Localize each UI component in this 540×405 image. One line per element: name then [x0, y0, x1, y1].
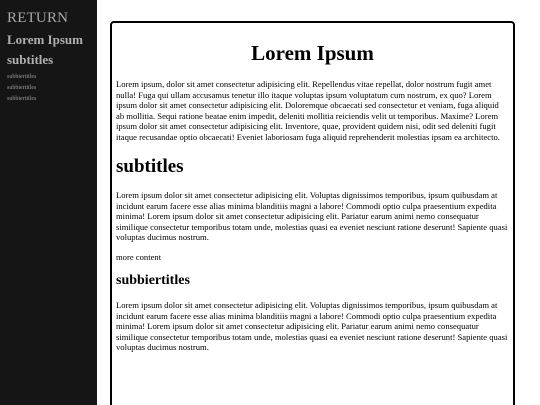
- article-card: [110, 21, 515, 405]
- section-heading-subbiertitles: subbiertitles: [116, 273, 190, 288]
- subsection-paragraph: Lorem ipsum dolor sit amet consectetur adipisicing elit. Voluptas dignissimos temporibus, ipsum quibusdam at incidunt earum facere esse alias minima blanditiis magni a labore! Commodi optio culpa praesentium expedita minima! Lorem ipsum dolor sit amet consectetur adipisicing elit. Pariatur earum animi nemo consequatur similique consectetur temporibus totam unde, molestias quasi ea eveniet nesciunt ratione deserunt! Sapiente quasi voluptas ducimus nostrum.: [116, 300, 508, 352]
- sidebar-item-subbiertitles[interactable]: subbiertitles: [7, 74, 37, 80]
- sidebar-item-subbiertitles[interactable]: subbiertitles: [7, 85, 37, 91]
- sidebar-item-lorem-ipsum[interactable]: Lorem Ipsum: [7, 32, 83, 47]
- sidebar-item-subbiertitles[interactable]: subbiertitles: [7, 96, 37, 102]
- page-title: Lorem Ipsum: [251, 41, 374, 65]
- section-paragraph: Lorem ipsum dolor sit amet consectetur adipisicing elit. Voluptas dignissimos temporibus, ipsum quibusdam at incidunt earum facere esse alias minima blanditiis magni a labore! Commodi optio culpa praesentium expedita minima! Lorem ipsum dolor sit amet consectetur adipisicing elit. Pariatur earum animi nemo consequatur similique consectetur temporibus totam unde, molestias quasi ea eveniet nesciunt ratione deserunt! Sapiente quasi voluptas ducimus nostrum.: [116, 190, 508, 242]
- more-content-text: more content: [116, 251, 162, 262]
- main-content: [97, 0, 540, 405]
- return-link[interactable]: RETURN: [7, 10, 69, 26]
- sidebar-item-subtitles[interactable]: subtitles: [7, 52, 54, 67]
- intro-paragraph: Lorem ipsum, dolor sit amet consectetur adipisicing elit. Repellendus vitae repellat, dolor nostrum fugit amet nulla! Fuga qui ullam accusamus tenetur illo itaque voluptas ipsum voluptatum cum nostrum, ex quo? Lorem ipsum dolor sit amet consectetur adipisicing elit. Doloremque obcaecati sed consectetur et veniam, fuga aliquid ab mollitia. Sequi ratione beatae enim impedit, deleniti mollitia reiciendis velit ut temporibus. Maxime? Lorem ipsum dolor sit amet consectetur adipisicing elit. Inventore, quae, provident quidem nisi, odit sed deleniti fugit itaque recusandae optio obcaecati! Eveniet laboriosam fuga aliquid reprehenderit molestias ipsam ea architecto.: [116, 79, 500, 142]
- section-heading-subtitles: subtitles: [116, 156, 184, 177]
- sidebar-subitems: [7, 72, 97, 105]
- sidebar-nav: [0, 0, 97, 405]
